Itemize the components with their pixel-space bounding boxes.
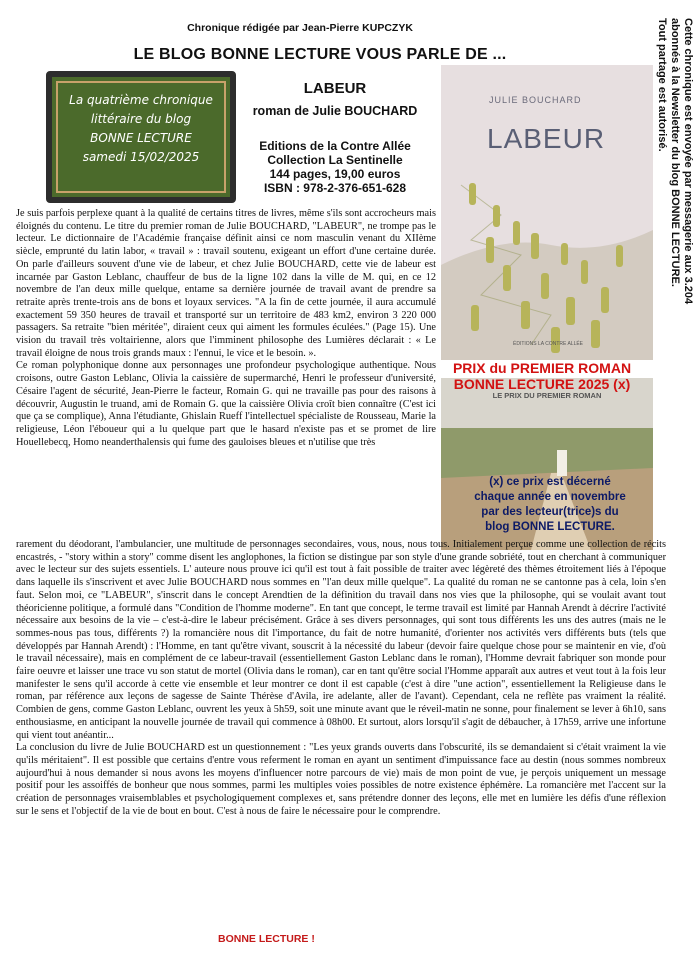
article-column	[16, 208, 436, 449]
book-details	[240, 139, 430, 195]
prize-note	[445, 475, 655, 535]
book-title: LABEUR	[303, 80, 367, 97]
article-paragraph: rarement du déodorant, l'ambulancier, une multitude de personnages secondaires, vous, nous, nous tous. Initialement perçue comme une collection de récits encastrés, - "story within a story" comme disent les anglophones, la fiction se distingue par son style d'une grande sobriété, tout en cherchant à communiquer avec le lecteur sur des sujets essentiels. L' auteure nous prouve ici qu'il est tout à fait possible de traiter avec légèreté des thèmes étroitement liés à l'époque dans laquelle ils s'inscrivent et avec Julie BOUCHARD nous sommes en "l'an deux mille quelque". La qualité du roman ne se cantonne pas à cela, loin s'en faut. Selon moi, ce "LABEUR", s'inscrit dans le concept Arendtien de la définition du travail dans nos vies que la philosophe, qui se voulait avant tout théoricienne politique, a formulé dans "Condition de l'homme moderne". En tant que concept, le terme travail est limité par Hannah Arendt à décrire l'activité nécessaire aux besoins de la vie – c'est-à-dire le labeur précisément. Grâce à ses divers personnages, qui sont tous différents les uns des autres (mais ne le sommes-nous pas tous, différents ?) la romancière nous dit l'importance, du fait de notre humanité, d'orienter nos activités vers différents buts (tels que développés par Hannah Arendt) : l'Homme, en tant qu'être vivant, souscrit à la nécessité du labeur (devoir faire quelque chose pour se maintenir en vie, d'où le travail nécessaire), mais en complément de ce labeur-travail (essentiellement Gaston Leblanc dans le roman), l'Homme devrait fabriquer son monde pour faire oeuvre et laisser une trace vu son statut de mortel (Olivia dans le roman), car en tant qu'être social l'Homme apparaît aux autres et veut tout à la fois leur manifester le sens qu'il accorde à cette vie ensemble et leur montrer ce dont il est capable (c'est à dire "une action", essentiellement la Religieuse dans le roman, par référence aux leçons de sagesse de Sainte Thérèse d'Avila, ire adelante, aller de l'avant). Cependant, cela ne reflète pas vraiment la réalité. Combien de gens, comme Gaston Leblanc, ouvrent les yeux à 5h59, soit une minute avant que le réveil-matin ne sonne, pour finalement se lever à 6h10, sans enthousiasme, en anticipant la nouvelle journée de travail qui commence à 08h00. Et surtout, alors lorsqu'il s'agit de débaucher, à 17h59, arrive une infortune qui vient tout anéantir...	[16, 539, 666, 741]
chalkboard-line: BONNE LECTURE	[90, 131, 192, 145]
cover-title: LABEUR	[487, 123, 606, 154]
prize-banner	[418, 360, 666, 392]
signature: BONNE LECTURE !	[218, 933, 315, 945]
chalkboard	[46, 71, 236, 203]
prize-note-line: (x) ce prix est décerné	[489, 476, 611, 488]
prize-banner-line: PRIX du PREMIER ROMAN	[452, 360, 632, 376]
prize-note-line: chaque année en novembre	[474, 491, 626, 503]
cover-publisher: ÉDITIONS LA CONTRE ALLÉE	[513, 341, 584, 347]
byline: Chronique rédigée par Jean-Pierre KUPCZYK	[187, 22, 413, 34]
article-paragraph: La conclusion du livre de Julie BOUCHARD est un questionnement : "Les yeux grands ouverts dans l'obscurité, ils se demandaient si c'était vraiment la vie qu'ils méritaient". Il est possible que certains d'entre vous referment le roman en ayant un sentiment d'impuissance face au destin (nous sommes nombreux aujourd'hui à nous demander si nous avons les moyens d'influencer notre parcours de vie) mais de mon point de vue, je perçois uniquement un message positif pour les assoiffés de bonheur que nous sommes, parmi les multiples voies possibles de notre existence éphémère. La romancière met l'accent sur la création de personnages vraisemblables et psychologiquement complexes et, sans prétendre donner des leçons, elle met en lumière les défis d'une réflexion sur le sens et l'objectif de la vie de bout en bout. C'est à nous de faire le nécessaire pour le comprendre.	[16, 742, 666, 817]
side-note-line: abonnés à la Newsletter du blog BONNE LECTURE.	[669, 18, 681, 287]
side-note-line: Tout partage est autorisé.	[656, 18, 668, 152]
prize-note-line: par des lecteur(trice)s du	[481, 506, 619, 518]
chalkboard-line: La quatrième chronique	[69, 93, 213, 107]
cover-illustration	[441, 65, 653, 360]
headline: LE BLOG BONNE LECTURE VOUS PARLE DE ...	[133, 46, 507, 63]
chalkboard-line: littéraire du blog	[90, 112, 192, 126]
article-paragraph: Je suis parfois perplexe quant à la qualité de certains titres de livres, même s'ils sont accrocheurs mais éloignés du contenu. Le titre du premier roman de Julie BOUCHARD, "LABEUR", ne trompe pas le lecteur. Le dictionnaire de l'Académie française définit ainsi ce nom masculin venant du XIIème siècle, emprunté du latin labor, « travail » : travail soutenu, exigeant un effort d'une certaine durée. On parle d'ailleurs souvent d'une vie de labeur, et chez Julie BOUCHARD, cette vie de labeur est incarnée par Gaston Leblanc, chauffeur de bus de la ligne 102 dans la ville de M. qui, en ce 12 novembre de l'an deux mille quelque, entame sa dernière journée de travail avant de prendre sa retraite après trente-trois ans de bons et loyaux services. "A la fin de cette journée, il aura accumulé exactement 59 350 heures de travail et transporté sur un territoire de 483 km2, environ 3 220 000 passagers. Sa retraite "bien méritée", diraient ceux qui aiment les formules éculées." (Page 15). Une vision du travail très voltairienne, alors que l'imminent philosophe des Lumières déclarait : « Le travail éloigne de nous trois grands maux : l'ennui, le vice et le besoin. ».	[16, 208, 436, 359]
article-paragraph: Ce roman polyphonique donne aux personnages une profondeur psychologique authentique. Nous croisons, outre Gaston Leblanc, Olivia la caissière de supermarché, Henri le professeur d'université, Césaire l'agent de sécurité, Jean-Pierre le facteur, Romain G. qui ne travaille pas pour des raisons à découvrir, Augustin le truand, ami de Romain G. que la caissière Olivia croît bien connaître (C'est ici que ça se complique), Anna l'étudiante, Ghislain Rueff l'intellectuel spécialiste de Rousseau, Marie la religieuse, Léon l'éboueur qui a lu quelque part que le hasard n'existe pas et se promet de lire Houellebecq, Homo neanderthalensis qui fume des gauloises bleues et n'utilise que très	[16, 360, 436, 448]
book-subtitle: roman de Julie BOUCHARD	[252, 104, 418, 118]
collection: Collection La Sentinelle	[267, 153, 403, 167]
chalkboard-line: samedi 15/02/2025	[82, 150, 200, 164]
isbn: ISBN : 978-2-376-651-628	[263, 181, 407, 195]
side-note-line: Cette chronique est envoyée par messagerie aux 3.204	[682, 18, 694, 305]
article-wide	[16, 539, 666, 818]
prize-banner-line: BONNE LECTURE 2025 (x)	[453, 376, 631, 392]
publisher: Editions de la Contre Allée	[259, 139, 411, 153]
cover-author: JULIE BOUCHARD	[489, 95, 582, 105]
side-note	[655, 18, 695, 338]
photo-caption: LE PRIX DU PREMIER ROMAN	[492, 391, 602, 400]
book-cover	[441, 65, 653, 360]
pages-price: 144 pages, 19,00 euros	[269, 167, 401, 181]
prize-note-line: blog BONNE LECTURE.	[485, 521, 615, 533]
